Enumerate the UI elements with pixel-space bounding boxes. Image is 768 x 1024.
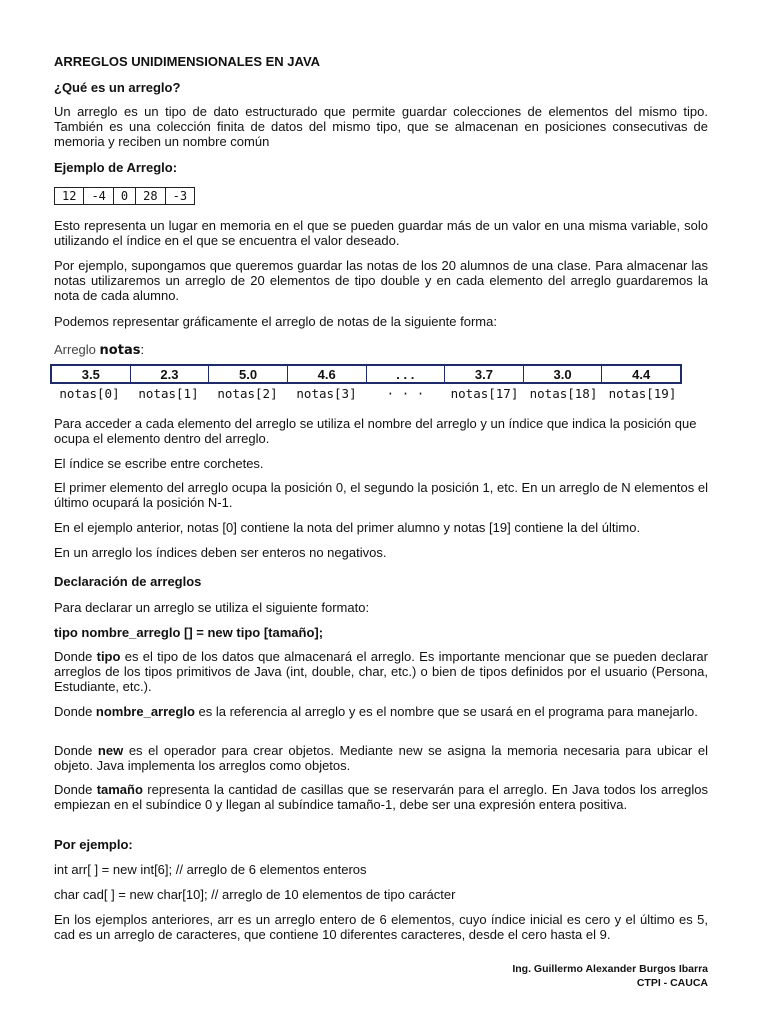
notas-index-label: notas[1]: [138, 386, 199, 401]
text-prefix: Donde: [54, 649, 97, 664]
text-body: representa la cantidad de casillas que se reservarán para el arreglo. En Java todos los arreglos empiezan en el subíndice 0 y llegan al subíndice tamaño-1, debe ser una expresión entera positiva.: [54, 782, 708, 812]
notas-index-label: notas[17]: [450, 386, 519, 401]
text-prefix: Donde: [54, 782, 97, 797]
paragraph-grafico: Podemos representar gráficamente el arreglo de notas de la siguiente forma:: [54, 314, 497, 329]
notas-index-label: notas[2]: [217, 386, 278, 401]
paragraph-formato: Para declarar un arreglo se utiliza el siguiente formato:: [54, 600, 370, 615]
keyword-tipo: tipo: [96, 649, 121, 664]
paragraph-indices-enteros: En un arreglo los índices deben ser enteros no negativos.: [54, 545, 387, 560]
paragraph-final: En los ejemplos anteriores, arr es un arreglo entero de 6 elementos, cuyo índice inicial es cero y el último es 5, cad es un arreglo de caracteres, que contiene 10 diferentes caracteres, desde el cero hasta el 9.: [54, 912, 708, 942]
example-array-cell: 0: [114, 188, 136, 204]
section-heading-por-ejemplo: Por ejemplo:: [54, 837, 133, 852]
array-caption-name: notas: [99, 343, 141, 358]
array-caption-label: Arreglo: [54, 342, 96, 357]
paragraph-indice: El índice se escribe entre corchetes.: [54, 456, 264, 471]
paragraph-donde-tamano: [54, 782, 708, 812]
footer-org: CTPI - CAUCA: [636, 977, 708, 989]
paragraph-representa: Esto representa un lugar en memoria en el que se pueden guardar más de un valor en una misma variable, solo utilizando el índice en el que se encuentra el valor deseado.: [54, 218, 708, 248]
keyword-new: new: [97, 743, 124, 758]
paragraph-acceder: Para acceder a cada elemento del arreglo se utiliza el nombre del arreglo y un índice que indica la posición que ocupa el elemento dentro del arreglo.: [54, 416, 697, 446]
notas-cell: 5.0: [209, 366, 288, 382]
notas-cell: 3.7: [445, 366, 524, 382]
notas-index-ellipsis: · · ·: [386, 386, 425, 401]
array-caption: [54, 342, 144, 358]
example-array-cell: -3: [172, 189, 188, 203]
notas-index-label: notas[3]: [296, 386, 357, 401]
footer-author: Ing. Guillermo Alexander Burgos Ibarra: [512, 963, 708, 975]
text-body: es el tipo de los datos que almacenará el arreglo. Es importante mencionar que se pueden declarar arreglos de los tipos primitivos de Java (int, double, char, etc.) o bien de tipos definidos por el usuario (Persona, Estudiante, etc.).: [54, 649, 708, 694]
section-heading-ejemplo: Ejemplo de Arreglo:: [54, 160, 178, 175]
notas-cell: 4.6: [288, 366, 367, 382]
paragraph-donde-new: [54, 743, 708, 773]
section-heading-declaracion: Declaración de arreglos: [54, 574, 202, 589]
example-array-cell: 12: [55, 188, 84, 204]
code-example-int: int arr[ ] = new int[6]; // arreglo de 6 elementos enteros: [54, 862, 367, 877]
notas-index-label: notas[0]: [59, 386, 120, 401]
example-array: [54, 187, 195, 205]
notas-cell-ellipsis: . . .: [367, 366, 446, 382]
notas-cell: 3.5: [52, 366, 131, 382]
text-body: es el operador para crear objetos. Mediante new se asigna la memoria necesaria para ubicar el objeto. Java implementa los arreglos como objetos.: [54, 743, 708, 773]
page-title: ARREGLOS UNIDIMENSIONALES EN JAVA: [54, 54, 321, 69]
paragraph-donde-tipo: [54, 649, 708, 694]
paragraph-donde-nombre: [54, 704, 708, 719]
syntax-line: tipo nombre_arreglo [] = new tipo [tamaño];: [54, 625, 324, 640]
notas-index-label: notas[18]: [529, 386, 598, 401]
paragraph-ejemplo-anterior: En el ejemplo anterior, notas [0] contiene la nota del primer alumno y notas [19] contiene la del último.: [54, 520, 641, 535]
paragraph-definicion: Un arreglo es un tipo de dato estructurado que permite guardar colecciones de elementos del mismo tipo. También es una colección finita de datos del mismo tipo, que se almacenan en posiciones consecutivas de memoria y reciben un nombre común: [54, 104, 708, 149]
code-example-char: char cad[ ] = new char[10]; // arreglo de 10 elementos de tipo carácter: [54, 887, 456, 902]
notas-cell: 3.0: [524, 366, 603, 382]
notas-index-label: notas[19]: [608, 386, 677, 401]
section-heading-que-es: ¿Qué es un arreglo?: [54, 80, 181, 95]
paragraph-por-ejemplo: Por ejemplo, supongamos que queremos guardar las notas de los 20 alumnos de una clase. Para almacenar las notas utilizaremos un arreglo de 20 elementos de tipo double y en cada elemento del arreglo guardaremos la nota de cada alumno.: [54, 258, 708, 303]
notas-cell: 4.4: [632, 366, 651, 382]
array-caption-colon: :: [140, 342, 145, 357]
keyword-tamano: tamaño: [96, 782, 143, 797]
notas-cell: 2.3: [131, 366, 210, 382]
keyword-nombre-arreglo: nombre_arreglo: [95, 704, 195, 719]
text-body: es la referencia al arreglo y es el nombre que se usará en el programa para manejarlo.: [194, 704, 698, 719]
notas-index-labels: [50, 386, 682, 401]
notas-array: [50, 364, 682, 384]
text-prefix: Donde: [54, 743, 98, 758]
text-prefix: Donde: [54, 704, 96, 719]
example-array-cell: -4: [84, 188, 113, 204]
paragraph-primer-elemento: El primer elemento del arreglo ocupa la posición 0, el segundo la posición 1, etc. En un arreglo de N elementos el último ocupará la posición N-1.: [54, 480, 708, 510]
example-array-cell: 28: [136, 188, 165, 204]
